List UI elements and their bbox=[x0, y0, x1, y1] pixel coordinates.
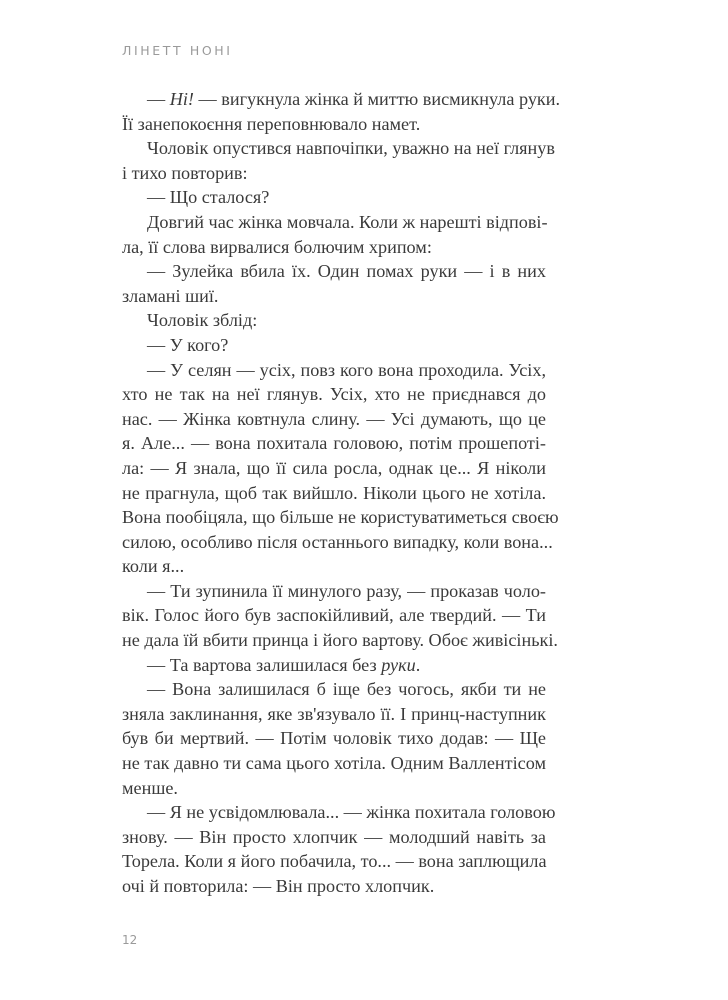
text-line bbox=[122, 505, 559, 530]
text-segment: Чоловік опустився навпочіпки, уважно на неї глянув bbox=[147, 138, 555, 159]
text-segment: ла, її слова вирвалися болючим хрипом: bbox=[122, 236, 432, 257]
italic-text: Ні! bbox=[169, 89, 194, 109]
text-line bbox=[122, 431, 546, 456]
text-segment: Торела. Коли я його побачила, то... — вона заплющила bbox=[122, 851, 547, 872]
text-segment: — Та вартова залишилася без bbox=[147, 654, 382, 675]
text-line bbox=[122, 874, 546, 899]
text-line bbox=[122, 603, 546, 628]
text-line bbox=[122, 87, 561, 112]
text-line bbox=[122, 235, 546, 260]
text-segment: — Зулейка вбила їх. Один помах руки — і в них bbox=[147, 261, 546, 282]
text-line bbox=[122, 112, 546, 137]
text-segment: — bbox=[147, 89, 170, 109]
text-segment: — Що сталося? bbox=[147, 187, 270, 208]
text-line bbox=[122, 825, 546, 850]
text-segment: — Вона залишилася б іще без чогось, якби ти не bbox=[147, 679, 546, 700]
paragraph bbox=[122, 87, 561, 136]
text-line bbox=[122, 456, 546, 481]
text-segment: — Я не усвідомлювала... — жінка похитала головою bbox=[147, 802, 556, 823]
text-segment: — У кого? bbox=[147, 334, 229, 355]
text-line bbox=[122, 677, 546, 702]
text-segment: знову. — Він просто хлопчик — молодший навіть за bbox=[122, 826, 546, 847]
text-segment: Довгий час жінка мовчала. Коли ж нарешті відпові- bbox=[147, 211, 548, 232]
text-line bbox=[122, 308, 546, 333]
text-segment: не дала їй вбити принца і його вартову. Обоє живісінькі. bbox=[122, 630, 558, 651]
text-line bbox=[122, 185, 546, 210]
text-segment: менше. bbox=[122, 777, 178, 798]
paragraph bbox=[122, 185, 546, 210]
text-segment: Її занепокоєння переповнювало намет. bbox=[122, 113, 421, 134]
text-line bbox=[122, 284, 546, 309]
paragraph bbox=[122, 800, 556, 898]
text-segment: коли я... bbox=[122, 556, 185, 577]
paragraph bbox=[122, 136, 555, 185]
text-segment: силою, особливо після останнього випадку, коли вона... bbox=[122, 531, 553, 552]
text-line bbox=[122, 653, 546, 678]
text-line bbox=[122, 161, 546, 186]
text-line bbox=[122, 776, 546, 801]
paragraph bbox=[122, 677, 546, 800]
text-line bbox=[122, 530, 553, 555]
text-segment: вік. Голос його був заспокійливий, але твердий. — Ти bbox=[122, 605, 546, 626]
paragraph bbox=[122, 653, 546, 678]
text-line bbox=[122, 800, 556, 825]
paragraph bbox=[122, 210, 546, 259]
text-segment: . bbox=[415, 654, 421, 675]
text-line bbox=[122, 751, 546, 776]
text-segment: був би мертвий. — Потім чоловік тихо додав: — Ще bbox=[122, 728, 546, 749]
paragraph bbox=[122, 259, 546, 308]
text-segment: Чоловік зблід: bbox=[147, 310, 258, 331]
text-segment: ла: — Я знала, що її сила росла, однак це... Я ніколи bbox=[122, 457, 546, 478]
text-segment: очі й повторила: — Він просто хлопчик. bbox=[122, 876, 435, 896]
text-segment: не прагнула, щоб так вийшло. Ніколи цього не хотіла. bbox=[122, 482, 546, 503]
text-line bbox=[122, 259, 546, 284]
text-segment: нас. — Жінка ковтнула слину. — Усі думають, що це bbox=[122, 408, 546, 429]
text-line bbox=[122, 407, 546, 432]
text-line bbox=[122, 702, 546, 727]
text-segment: зняла заклинання, яке зв'язувало її. І принц-наступник bbox=[122, 703, 546, 724]
text-segment: і тихо повторив: bbox=[122, 162, 248, 183]
running-head: ЛІНЕТТ НОНІ bbox=[122, 43, 233, 58]
text-segment: — У селян — усіх, повз кого вона проходила. Усіх, bbox=[147, 359, 546, 380]
text-segment: зламані шиї. bbox=[122, 285, 219, 306]
text-line bbox=[122, 358, 546, 383]
paragraph bbox=[122, 579, 558, 653]
text-line bbox=[122, 333, 546, 358]
text-line bbox=[122, 210, 546, 235]
page-number: 12 bbox=[122, 933, 138, 947]
text-segment: — вигукнула жінка й миттю висмикнула руки. bbox=[193, 89, 561, 109]
text-segment: Вона пообіцяла, що більше не користуватиметься своєю bbox=[122, 507, 559, 528]
text-segment: не так давно ти сама цього хотіла. Одним Валлентісом bbox=[122, 753, 546, 774]
text-line bbox=[122, 579, 546, 604]
text-segment: я. Але... — вона похитала головою, потім прошепоті- bbox=[122, 433, 546, 454]
text-segment: хто не так на неї глянув. Усіх, хто не приєднався до bbox=[122, 384, 546, 405]
text-line bbox=[122, 382, 546, 407]
text-segment: — Ти зупинила її минулого разу, — проказав чоло- bbox=[147, 580, 546, 601]
text-line bbox=[122, 628, 558, 653]
italic-text: руки bbox=[381, 654, 416, 675]
text-line bbox=[122, 554, 546, 579]
text-line bbox=[122, 481, 546, 506]
paragraph bbox=[122, 333, 546, 358]
paragraph bbox=[122, 358, 559, 579]
body-text bbox=[122, 87, 561, 899]
text-line bbox=[122, 849, 546, 874]
paragraph bbox=[122, 308, 546, 333]
text-line bbox=[122, 726, 546, 751]
text-line bbox=[122, 136, 555, 161]
